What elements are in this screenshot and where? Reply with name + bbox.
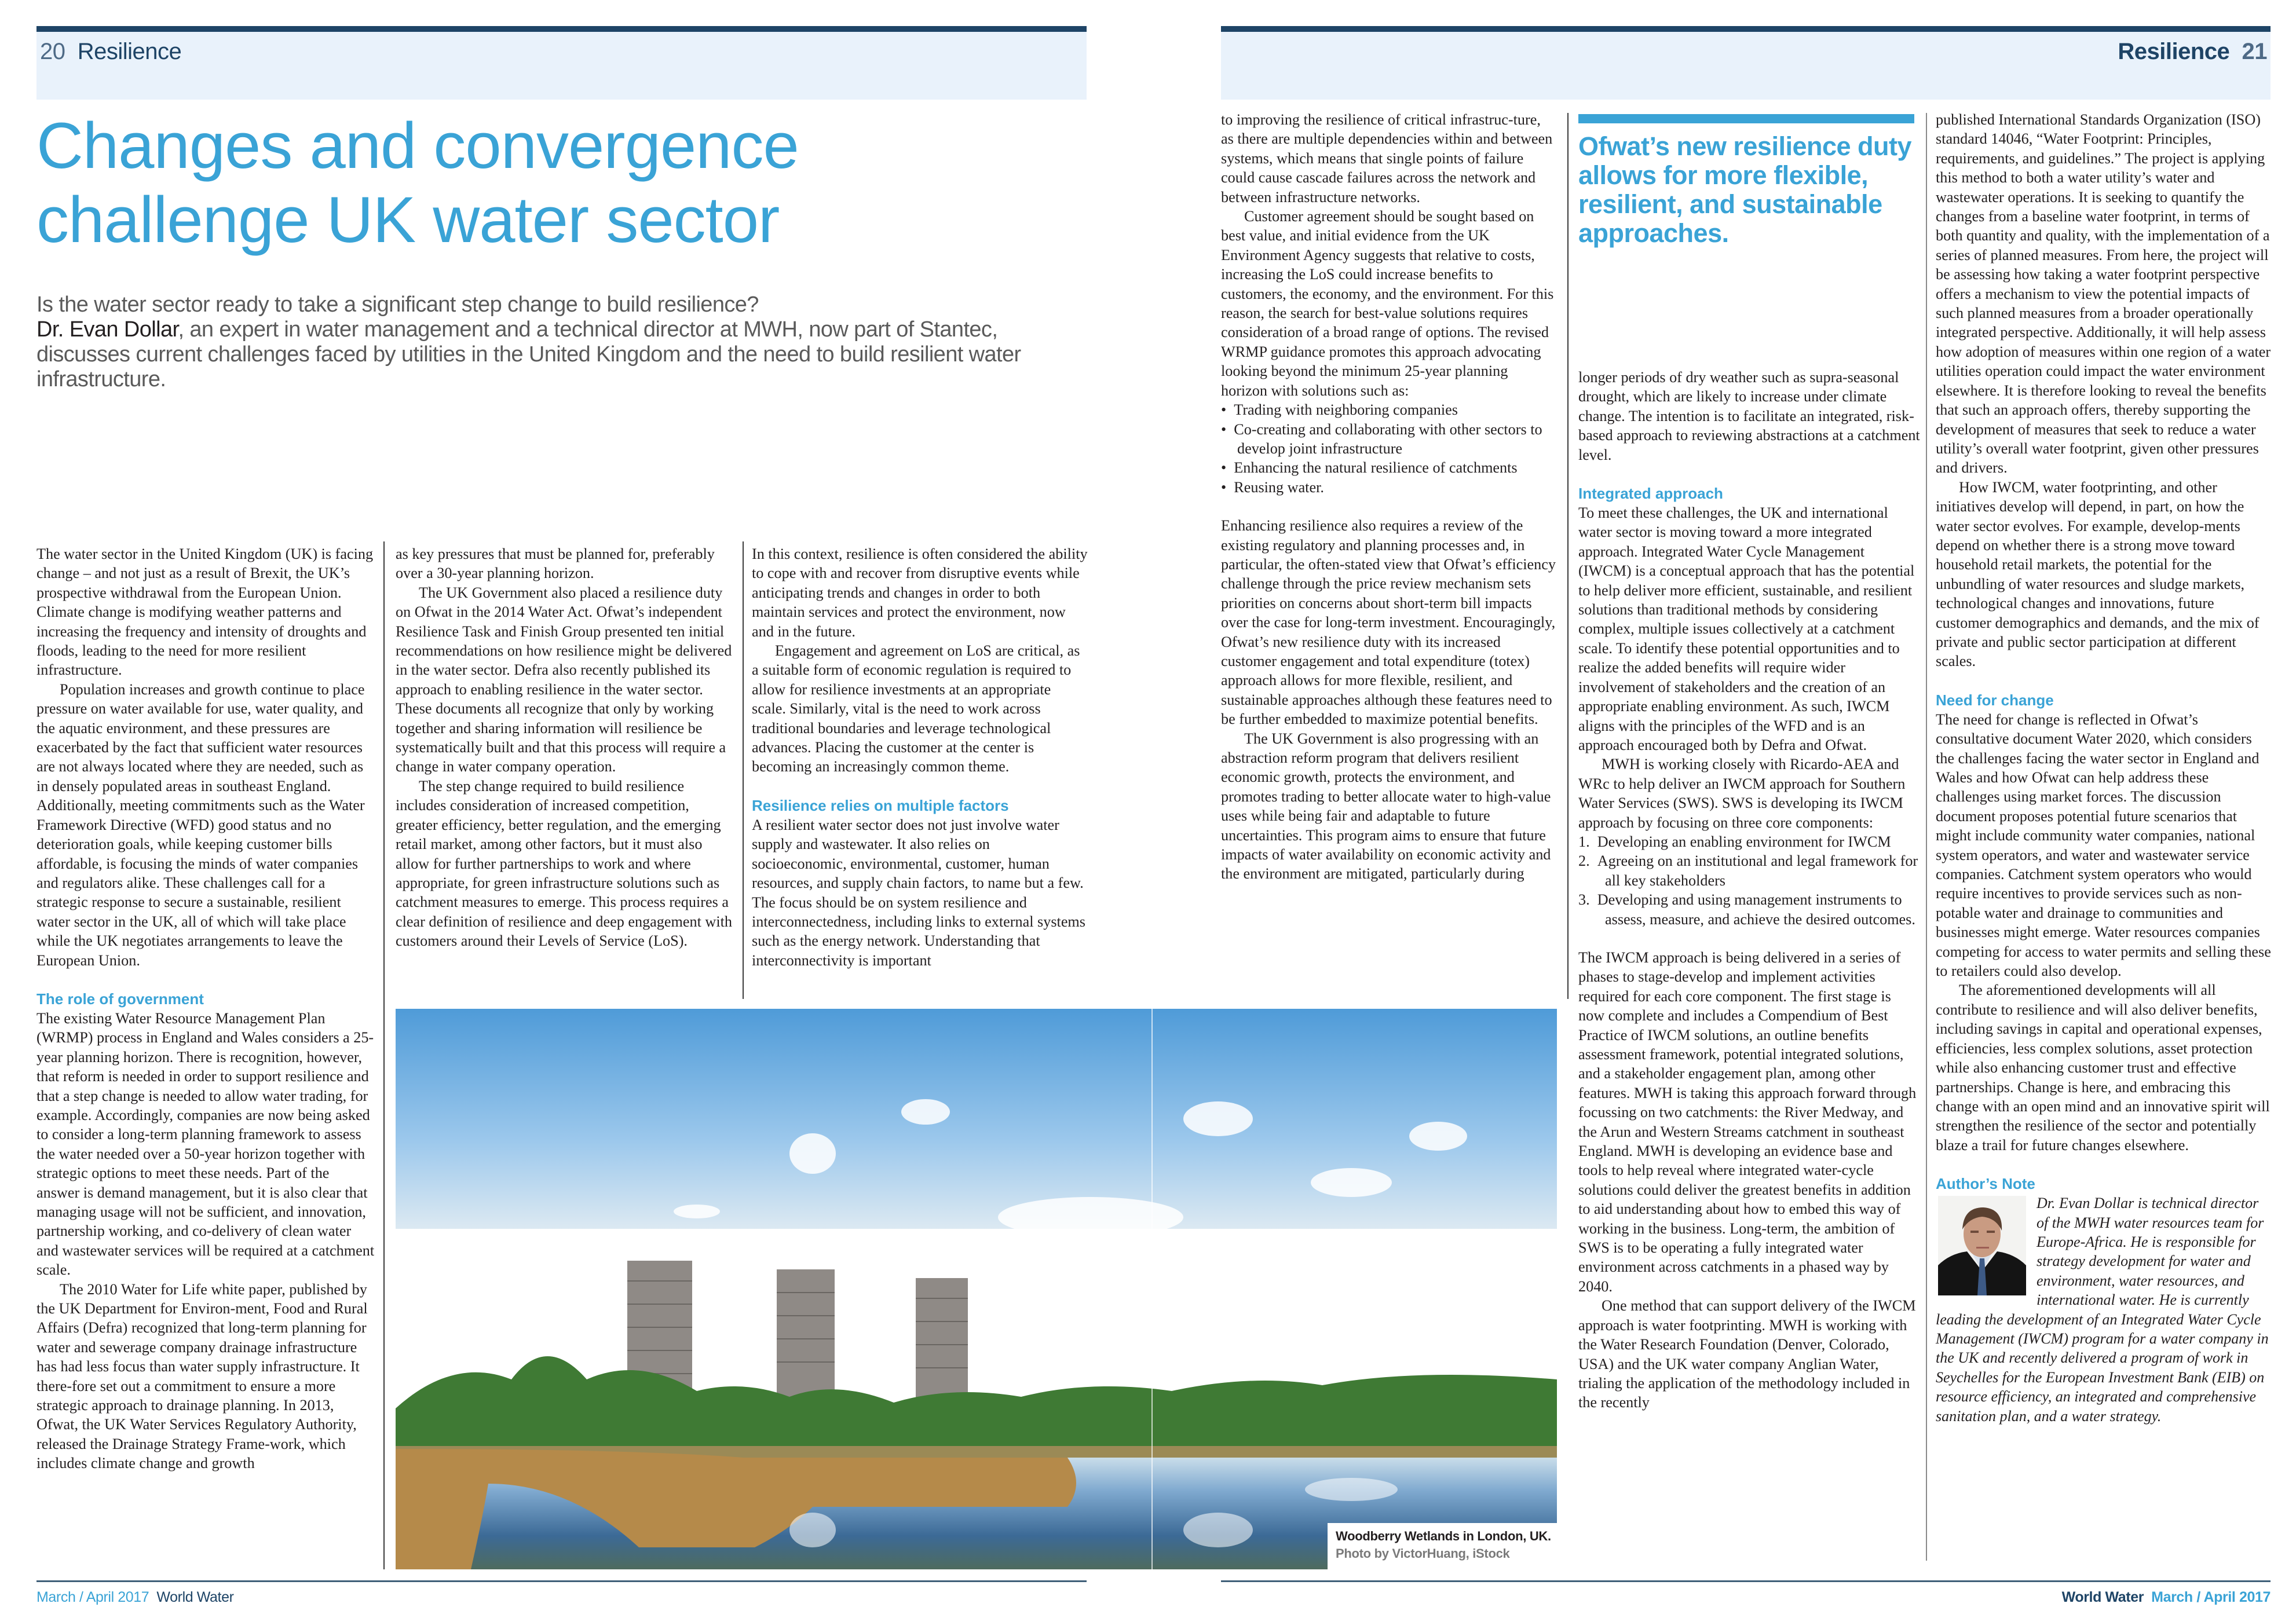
right-footer-rule: [1221, 1580, 2271, 1582]
paragraph: The aforementioned developments will all contribute to resilience and will also deliver benefits, including savings in capital and operational expenses, efficiencies, less complex solutions, asset protection while also enhancing customer trust and effective partnerships. Change is here, and embracing this change with an open mind and an innovative spirit will strengthen the resilience of the sector and potentially blaze a trail for future changes elsewhere.: [1936, 982, 2270, 1154]
paragraph: as key pressures that must be planned for, preferably over a 30-year planning horizon.: [396, 546, 715, 582]
column-1: [36, 544, 375, 1473]
list-item: 1. Developing an enabling environment for IWCM: [1578, 833, 1891, 850]
paragraph: Enhancing resilience also requires a review of the existing regulatory and planning processes and, in particular, the often-stated view that Ofwat’s efficiency challenge through the price review mechanism sets priorities on concerns about short-term bill impacts over the case for long-term investment. Encouragingly, Ofwat’s new resilience duty with its increased customer engagement and total expenditure (totex) approach allows for more flexible, resilient, and sustainable approaches although these features need to be further embedded to maximize potential benefits.: [1221, 517, 1556, 728]
core-components-list: [1578, 832, 1920, 929]
paragraph: Engagement and agreement on LoS are critical, as a suitable form of economic regulation is required to allow for resilience investments at an appropriate scale. Similarly, vital is the need to work across traditional boundaries and leverage technological advances. Placing the customer at the center is becoming an increasingly common theme.: [752, 642, 1080, 775]
right-running-head: [2118, 39, 2267, 65]
column-divider: [743, 541, 744, 999]
footer-issue-date-right: March / April 2017: [2151, 1589, 2271, 1605]
title-line-1: Changes and convergence: [36, 109, 799, 182]
list-item: • Trading with neighboring companies: [1221, 401, 1458, 419]
paragraph: to improving the resilience of critical infrastruc-ture, as there are multiple dependencies within and between systems, which means that single points of failure could cause cascade failures across the network and between infrastructure networks.: [1221, 111, 1553, 206]
list-item: • Reusing water.: [1221, 478, 1324, 496]
paragraph: How IWCM, water footprinting, and other initiatives develop will depend, in part, on how the water sector evolves. For example, develop-ments depend on whether there is a strong move toward household retail markets, the potential for the unbundling of water resources and sludge markets, technological changes and innovations, future customer demographics and demands, and the mix of private and public sector participation at different scales.: [1936, 478, 2260, 670]
paragraph: MWH is working closely with Ricardo-AEA and WRc to help deliver an IWCM approach for Southern Water Services (SWS). SWS is developing its IWCM approach by focusing on three core components:: [1578, 756, 1906, 831]
article-title: [36, 109, 1079, 257]
list-item: 2. Agreeing on an institutional and legal framework for all key stakeholders: [1578, 852, 1918, 889]
footer-issue-date-left: March / April 2017: [36, 1589, 149, 1605]
caption-title: Woodberry Wetlands in London, UK.: [1336, 1529, 1551, 1543]
paragraph: The UK Government also placed a resilience duty on Ofwat in the 2014 Water Act. Ofwat’s independent Resilience Task and Finish Group presented ten initial recommendations on how resilience might be delivered in the water sector. Defra also recently published its approach to enabling resilience in the water sector. These documents all recognize that only by working together and sharing information will resilience be systematically built and that this process will require a change in water company operation.: [396, 584, 732, 775]
paragraph: To meet these challenges, the UK and international water sector is moving toward a more integrated approach. Integrated Water Cycle Management (IWCM) is a conceptual approach that has the potential to help deliver more efficient, sustainable, and resilient solutions than traditional methods by considering complex, multiple issues collectively at a catchment scale. To identify these potential opportunities and to realize the added benefits will require wider involvement of stakeholders and the creation of an appropriate enabling environment. As such, IWCM aligns with the principles of the WFD and is an approach encouraged both by Defra and Ofwat.: [1578, 504, 1915, 753]
paragraph: The existing Water Resource Management Plan (WRMP) process in England and Wales considers a 25-year planning horizon. There is recognition, however, that reform is needed in order to support resilience and that a step change is needed to allow water trading, for example. Accordingly, companies are now being asked to consider a long-term planning framework to assess the water needed over a 50-year horizon together with strategic options to meet these needs. Part of the answer is demand management, but it is also clear that managing usage will not be sufficient, and innovation, partnership working, and co-delivery of clean water and wastewater services will be required at a catchment scale.: [36, 1009, 375, 1279]
footer-magazine-left: World Water: [156, 1589, 234, 1605]
column-divider: [383, 541, 385, 1569]
deck-description: , an expert in water management and a technical director at MWH, now part of Stantec, discusses current challenges faced by utilities in the United Kingdom and the need to build resilient water infrastructure.: [36, 317, 1021, 391]
column-3: [752, 544, 1088, 970]
author-portrait: [1938, 1196, 2026, 1295]
subheading-role-of-government: The role of government: [36, 990, 204, 1008]
wetlands-photo: [396, 1009, 1557, 1569]
column-6: [1936, 110, 2272, 1426]
left-page-header: [36, 26, 1087, 100]
section-label-right: Resilience: [2118, 39, 2230, 64]
list-item: • Enhancing the natural resilience of catchments: [1221, 459, 1518, 477]
section-label-left: Resilience: [77, 39, 182, 64]
left-footer: [36, 1589, 234, 1606]
subheading-need-for-change: Need for change: [1936, 691, 2054, 709]
solutions-list: [1221, 400, 1557, 497]
list-item: 3. Developing and using management instruments to assess, measure, and achieve the desired outcomes.: [1578, 891, 1915, 928]
left-footer-rule: [36, 1580, 1087, 1582]
paragraph: In this context, resilience is often considered the ability to cope with and recover from disruptive events while anticipating trends and changes in order to both maintain services and protect the environment, now and in the future.: [752, 546, 1088, 640]
paragraph: The water sector in the United Kingdom (UK) is facing change – and not just as a result of Brexit, the UK’s prospective withdrawal from the European Union. Climate change is modifying weather patterns and increasing the frequency and intensity of droughts and floods, leading to the need for more resilient infrastructure.: [36, 546, 374, 679]
paragraph: The need for change is reflected in Ofwat’s consultative document Water 2020, which considers the challenges facing the water sector in England and Wales and how Ofwat can help address these challenges using market forces. The discussion document proposes potential future scenarios that might include community water companies, national system operators, and water and wastewater service companies. Catchment system operators who would require incentives to provide services such as non-potable water and drainage to communities and businesses might emerge. Water resources companies competing for access to water permits and selling these to retailers could also develop.: [1936, 711, 2271, 980]
subheading-integrated-approach: Integrated approach: [1578, 485, 1723, 503]
paragraph: A resilient water sector does not just involve water supply and wastewater. It also relies on socioeconomic, environmental, customer, human resources, and supply chain factors, to name but a few. The focus should be on system resilience and interconnectedness, including links to external systems such as the energy network. Understanding that interconnectivity is important: [752, 816, 1085, 969]
subheading-resilience-factors: Resilience relies on multiple factors: [752, 796, 1009, 814]
deck-question: Is the water sector ready to take a significant step change to build resilience?: [36, 292, 759, 317]
paragraph: Customer agreement should be sought based on best value, and initial evidence from the UK Environment Agency suggests that relative to costs, increasing the LoS could increase benefits to customers, the economy, and the environment. For this reason, the search for best-value solutions requires consideration of a broad range of options. The revised WRMP guidance promotes this approach advocating looking beyond the minimum 25-year planning horizon with solutions such as:: [1221, 208, 1554, 399]
paragraph: longer periods of dry weather such as supra-seasonal drought, which are likely to increase under climate change. The intention is to facilitate an integrated, risk-based approach to reviewing abstractions at a catchment level.: [1578, 369, 1920, 463]
paragraph: The 2010 Water for Life white paper, published by the UK Department for Environ-ment, Food and Rural Affairs (Defra) recognized that long-term planning for water and sewerage company drainage infrastructure has had less focus than water supply infrastructure. It there-fore set out a commitment to ensure a more strategic approach to drainage planning. In 2013, Ofwat, the UK Water Services Regulatory Authority, released the Drainage Strategy Frame-work, which includes climate change and growth: [36, 1280, 368, 1472]
paragraph: One method that can support delivery of the IWCM approach is water footprinting. MWH is working with the Water Research Foundation (Denver, Colorado, USA) and the UK water company Anglian Water, trialing the application of the methodology included in the recently: [1578, 1297, 1916, 1411]
title-line-2: challenge UK water sector: [36, 184, 780, 256]
author-note: [1936, 1194, 2272, 1426]
subheading-authors-note: Author’s Note: [1936, 1175, 2035, 1193]
right-footer: [2062, 1589, 2271, 1606]
column-divider: [1926, 113, 1927, 1561]
right-page-header: [1221, 26, 2271, 100]
photo-caption: [1328, 1523, 1557, 1569]
column-2: [396, 544, 734, 951]
wetlands-landscape-image: [396, 1009, 1557, 1569]
paragraph: The step change required to build resilience includes consideration of increased competition, greater efficiency, better regulation, and the emerging retail market, among other factors, but it must also allow for further partnerships to work and where appropriate, for green infrastructure solutions such as catchment measures to emerge. This process requires a clear definition of resilience and deep engagement with customers around their Levels of Service (LoS).: [396, 777, 732, 950]
paragraph: The IWCM approach is being delivered in a series of phases to stage-develop and implement activities required for each core component. The first stage is now complete and includes a Compendium of Best Practice of IWCM solutions, an outline benefits assessment framework, potential integrated solutions, and a stakeholder engagement plan, among other features. MWH is taking this approach forward through focussing on two catchments: the River Medway, and the Arun and Western Streams catchment in southeast England. MWH is developing an evidence base and tools to help reveal where integrated water-cycle solutions could deliver the greatest benefits in addition to aid understanding about how to embed this way of working in the business. Long-term, the ambition of SWS is to be operating a fully integrated water environment across catchments in a phased way by 2040.: [1578, 949, 1917, 1295]
pull-quote: Ofwat’s new resilience duty allows for more flexible, resilient, and sustainable approaches.: [1578, 131, 1912, 248]
page-number-left: 20: [40, 39, 65, 64]
column-5: [1578, 368, 1920, 1412]
paragraph: Population increases and growth continue to place pressure on water available for use, water quality, and the aquatic environment, and these pressures are exacerbated by the fact that sufficient water resources are not always located where they are needed, such as in densely populated areas in southeast England. Additionally, meeting commitments such as the Water Framework Directive (WFD) good status and no deterioration goals, while keeping customer bills affordable, is focusing the minds of water companies and regulators alike. These challenges call for a strategic response to secure a sustainable, resilient water sector in the UK, all of which will take place while the UK negotiates arrangements to leave the European Union.: [36, 680, 365, 969]
paragraph: published International Standards Organization (ISO) standard 14046, “Water Footprint: Principles, requirements, and guidelines.” The project is applying this method to both a water utility’s water and wastewater operations. It is seeking to quantify the changes from a baseline water footprint, in terms of both quantity and quality, with the implementation of a series of planned measures. From here, the project will be assessing how taking a water footprint perspective offers a mechanism to view the potential impacts of such planned measures from a broader operationally integrated perspective. Additionally, it will help assess how adoption of measures within one region of a water utilities operation could impact the water environment elsewhere. It is therefore looking to reveal the benefits that such an approach offers, thereby supporting the development of measures that seek to reduce a water utility’s overall water footprint, given other pressures and drivers.: [1936, 111, 2271, 477]
footer-magazine-right: World Water: [2061, 1589, 2144, 1605]
photo-credit: Photo by VictorHuang, iStock: [1336, 1546, 1510, 1561]
article-deck: [36, 292, 1021, 392]
list-item: • Co-creating and collaborating with other sectors to develop joint infrastructure: [1221, 420, 1542, 457]
column-4: [1221, 110, 1557, 884]
page-number-right: 21: [2242, 39, 2267, 64]
author-bio: Dr. Evan Dollar is technical director of the MWH water resources team for Europe-Africa. He is responsible for strategy development for water and environment, water resources, and international water. He is currently leading the development of an Integrated Water Cycle Management (IWCM) program for a water company in the UK and recently delivered a program of work in Seychelles for the European Investment Bank (EIB) on resource efficiency, an integrated and comprehensive sanitation plan, and a water strategy.: [1936, 1195, 2269, 1425]
left-running-head: [40, 39, 181, 65]
paragraph: The UK Government is also progressing with an abstraction reform program that delivers resilient economic growth, protects the environment, and promotes trading to better allocate water to high-value uses while being fair and adaptable to future uncertainties. This program aims to ensure that future impacts of water availability on economic activity and the environment are mitigated, particularly during: [1221, 730, 1551, 883]
column-divider: [1567, 113, 1569, 999]
pull-quote-bar: [1578, 114, 1914, 123]
deck-author-name: Dr. Evan Dollar: [36, 317, 178, 342]
